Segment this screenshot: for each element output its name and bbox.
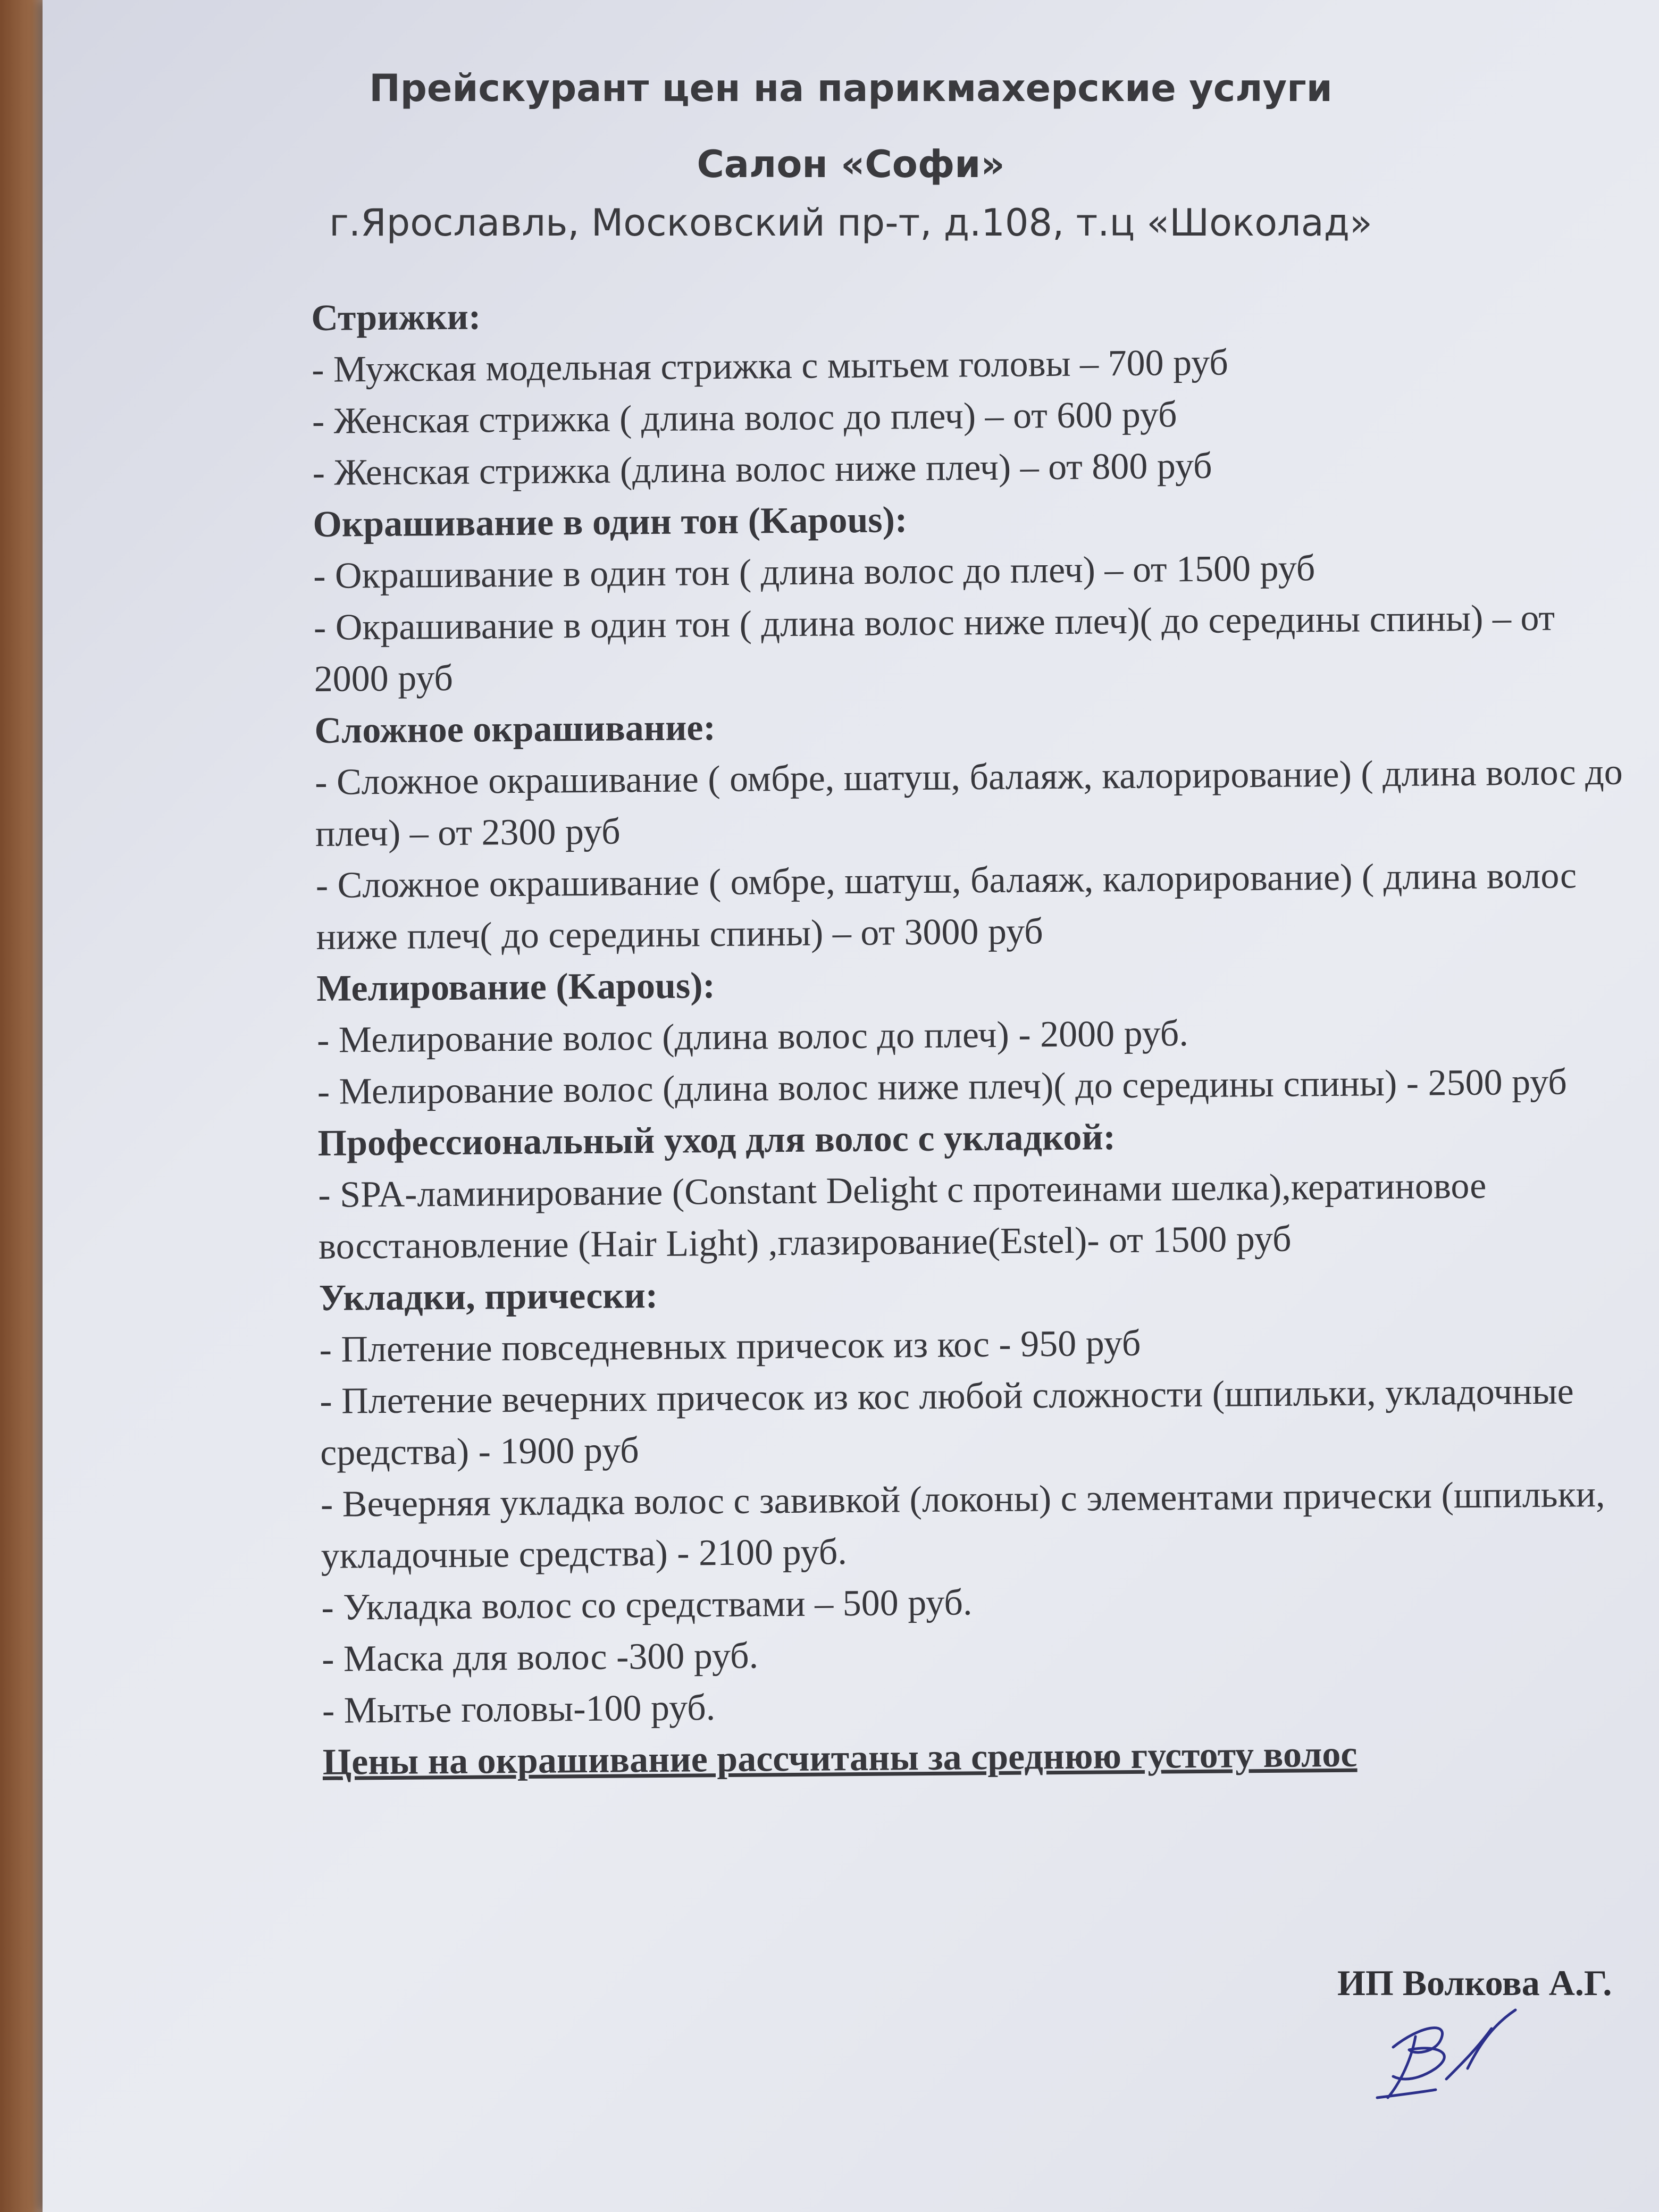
salon-address: г.Ярославль, Московский пр-т, д.108, т.ц «Шоколад» bbox=[329, 201, 1372, 245]
price-item: - Мужская модельная стрижка с мытьем головы – 700 руб bbox=[311, 342, 1229, 390]
price-item: - Окрашивание в один тон ( длина волос ниже плеч)( до середины спины) – от 2000 руб bbox=[313, 597, 1555, 700]
handwritten-signature bbox=[1356, 1989, 1531, 2106]
price-item: - Сложное окрашивание ( омбре, шатуш, балаяж, калорирование) ( длина волос до плеч) – от 2300 руб bbox=[314, 751, 1623, 854]
section-title: Окрашивание в один тон (Kapous): bbox=[313, 499, 908, 545]
price-item: - Мытье головы-100 руб. bbox=[322, 1687, 716, 1731]
section-title: Стрижки: bbox=[311, 296, 481, 339]
price-list-sheet bbox=[43, 0, 1659, 2212]
section-title: Профессиональный уход для волос с укладкой: bbox=[317, 1117, 1116, 1164]
price-item: - Мелирование волос (длина волос ниже плеч)( до середины спины) - 2500 руб bbox=[317, 1061, 1568, 1112]
section-title: Сложное окрашивание: bbox=[314, 707, 716, 751]
section-single-tone-coloring bbox=[313, 489, 1633, 705]
section-haircuts bbox=[311, 282, 1631, 499]
salon-name: Салон «Софи» bbox=[697, 143, 1005, 186]
document-title: Прейскурант цен на парикмахерские услуги bbox=[369, 66, 1333, 110]
price-item: - Укладка волос со средствами – 500 руб. bbox=[321, 1582, 973, 1628]
section-complex-coloring bbox=[314, 694, 1635, 962]
price-item: - Мелирование волос (длина волос до плеч) - 2000 руб. bbox=[316, 1013, 1189, 1061]
price-item: - Маска для волос -300 руб. bbox=[321, 1635, 759, 1680]
price-item: - Окрашивание в один тон ( длина волос до плеч) – от 1500 руб bbox=[313, 548, 1316, 597]
section-highlighting bbox=[316, 952, 1636, 1117]
price-item: - Женская стрижка ( длина волос до плеч) – от 600 руб bbox=[312, 394, 1177, 442]
section-styling bbox=[319, 1262, 1641, 1736]
section-professional-care bbox=[317, 1107, 1637, 1272]
price-list-body bbox=[311, 282, 1641, 1788]
coloring-note: Цены на окрашивание рассчитаны за среднюю густоту волос bbox=[322, 1733, 1358, 1783]
section-title: Мелирование (Kapous): bbox=[316, 965, 716, 1009]
signatory-name: ИП Волкова А.Г. bbox=[1337, 1963, 1612, 2003]
price-item: - SPA-ламинирование (Constant Delight с протеинами шелка),кератиновое восстановление (Hair Light) ,глазирование(Estel)- от 1500 руб bbox=[318, 1165, 1487, 1267]
price-item: - Плетение повседневных причесок из кос - 950 руб bbox=[319, 1322, 1141, 1370]
price-item: - Плетение вечерних причесок из кос любой сложности (шпильки, укладочные средства) - 1900 руб bbox=[320, 1371, 1574, 1473]
price-item: - Женская стрижка (длина волос ниже плеч) – от 800 руб bbox=[312, 445, 1212, 493]
price-item: - Вечерняя укладка волос с завивкой (локоны) с элементами прически (шпильки, укладочные средства) - 2100 руб. bbox=[320, 1473, 1605, 1577]
price-item: - Сложное окрашивание ( омбре, шатуш, балаяж, калорирование) ( длина волос ниже плеч( до середины спины) – от 3000 руб bbox=[315, 855, 1577, 958]
section-title: Укладки, прически: bbox=[319, 1275, 658, 1319]
